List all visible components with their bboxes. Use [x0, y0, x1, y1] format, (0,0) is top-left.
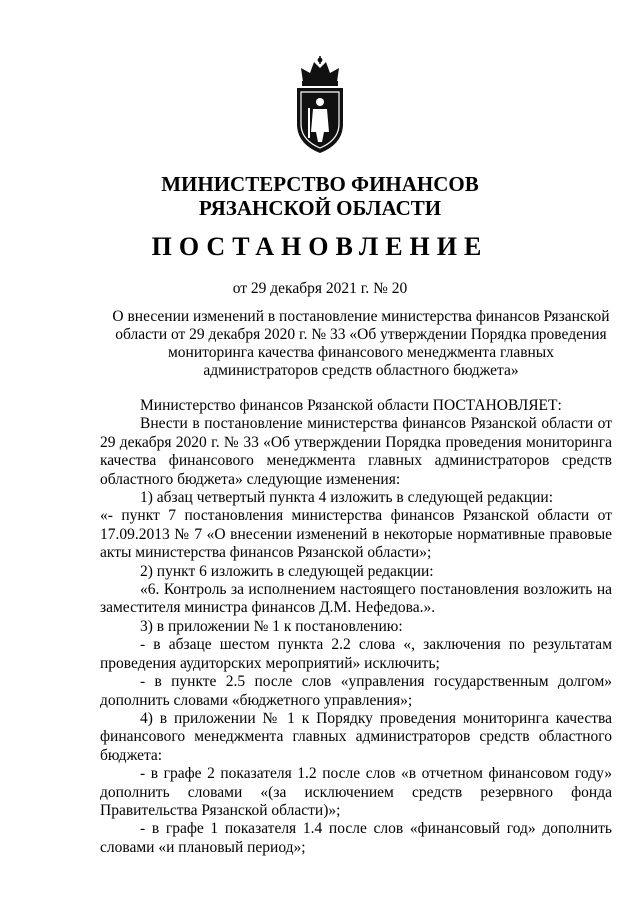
body-paragraph: - в графе 1 показателя 1.4 после слов «финансовый год» дополнить словами «и плановый период»; [100, 820, 612, 856]
body-paragraph: - в абзаце шестом пункта 2.2 слова «, заключения по результатам проведения аудиторских мероприятий» исключить; [100, 636, 612, 672]
body-paragraph: Министерство финансов Рязанской области ПОСТАНОВЛЯЕТ: [140, 397, 562, 414]
document-body [100, 397, 612, 857]
body-paragraph: - в графе 2 показателя 1.2 после слов «в отчетном финансовом году» дополнить словами «(за исключением средств резервного фонда Правительства Рязанской области)»; [100, 765, 612, 819]
ministry-name-line1: МИНИСТЕРСТВО ФИНАНСОВ [161, 172, 479, 196]
body-paragraph: 3) в приложении № 1 к постановлению: [140, 617, 403, 635]
document-type-heading: ПОСТАНОВЛЕНИЕ [151, 232, 489, 261]
body-paragraph: «6. Контроль за исполнением настоящего постановления возложить на заместителя министра финансов Д.М. Нефедова.». [100, 581, 612, 617]
body-paragraph: - в пункте 2.5 после слов «управления государственным долгом» дополнить словами «бюджетного управления»; [100, 673, 612, 709]
body-paragraph: Внести в постановление министерства финансов Рязанской области от 29 декабря 2020 г. № 33 «Об утверждении Порядка проведения мониторинга качества финансового менеджмента главных администраторов средств областного бюджета» следующие изменения: [100, 415, 612, 488]
document-date-number: от 29 декабря 2021 г. № 20 [232, 280, 408, 297]
body-paragraph: 2) пункт 6 изложить в следующей редакции: [140, 562, 434, 580]
ministry-name-line2: РЯЗАНСКОЙ ОБЛАСТИ [198, 196, 442, 220]
document-subject: О внесении изменений в постановление министерства финансов Рязанской области от 29 декабря 2020 г. № 33 «Об утверждении Порядка проведения мониторинга качества финансового менеджмента главных администраторов средств областного бюджета» [112, 308, 610, 379]
body-paragraph: 1) абзац четвертый пункта 4 изложить в следующей редакции: [140, 489, 554, 507]
coat-of-arms-icon [291, 56, 349, 156]
body-paragraph: 4) в приложении № 1 к Порядку проведения мониторинга качества финансового менеджмента главных администраторов средств областного бюджета: [100, 709, 612, 764]
body-paragraph: «- пункт 7 постановления министерства финансов Рязанской области от 17.09.2013 № 7 «О внесении изменений в некоторые нормативные правовые акты министерства финансов Рязанской области»; [100, 507, 612, 562]
